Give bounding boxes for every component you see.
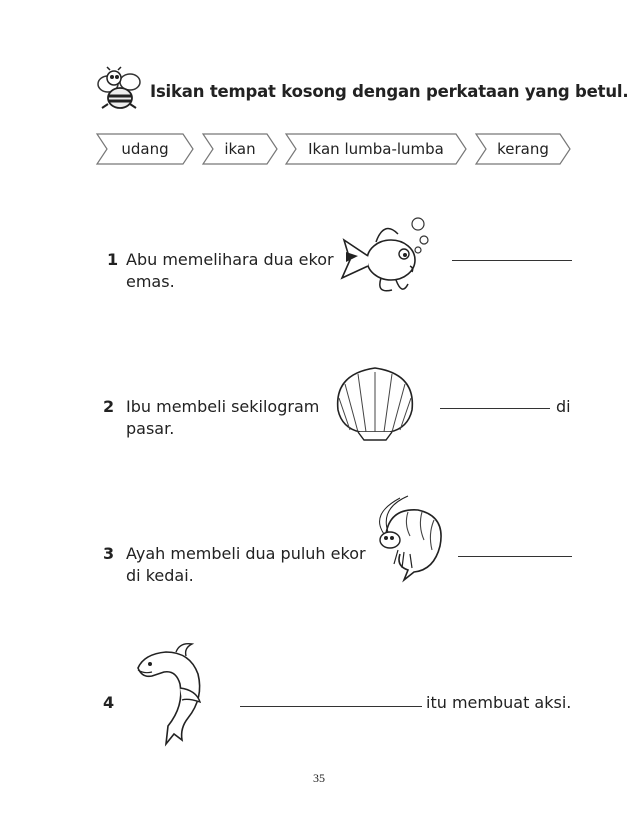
question-text-after-blank: itu membuat aksi. [426,693,572,712]
bee-icon [92,66,148,116]
question-text [126,396,319,440]
dolphin-icon [124,640,216,750]
instruction-heading: Isikan tempat kosong dengan perkataan yang betul. [150,82,629,101]
answer-blank[interactable] [440,408,550,409]
answer-blank[interactable] [240,706,422,707]
question-line: pasar. [126,419,175,438]
answer-blank[interactable] [452,260,572,261]
question-line: Ibu membeli sekilogram [126,397,320,416]
question-line: Ayah membeli dua puluh ekor [126,544,366,563]
question-number: 2 [103,397,115,416]
question-number: 4 [103,693,115,712]
page-number: 35 [313,771,325,785]
word-bank-item: Ikan lumba-lumba [284,132,468,166]
question-line: Abu memelihara dua ekor [126,250,334,269]
question-text [126,249,334,293]
question-number: 3 [103,544,115,563]
word-bank-item: ikan [201,132,279,166]
answer-blank[interactable] [458,556,572,557]
word-bank-item: udang [95,132,195,166]
question-number: 1 [107,250,119,269]
question-line: emas. [126,272,175,291]
question-line: di kedai. [126,566,194,585]
clam-shell-icon [328,362,422,442]
goldfish-icon [336,212,436,302]
word-bank-item: kerang [474,132,572,166]
question-text-after-blank: di [556,397,571,416]
question-text [126,543,366,587]
prawn-icon [360,494,452,590]
